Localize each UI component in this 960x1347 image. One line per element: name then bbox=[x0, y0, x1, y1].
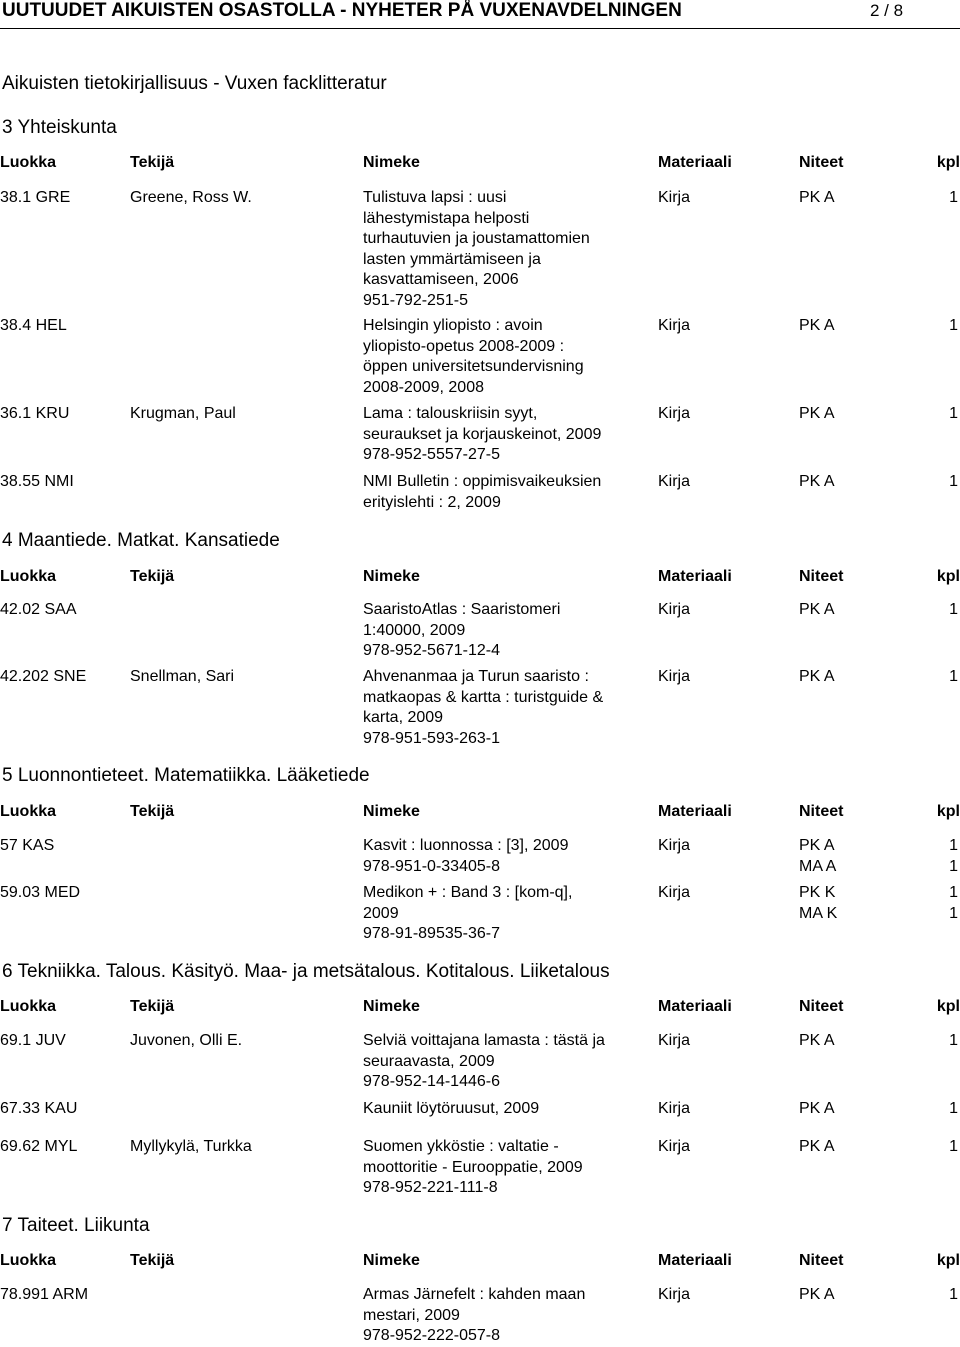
nimeke-line: seuraukset ja korjauskeinot, 2009 bbox=[363, 425, 602, 443]
column-header-kpl: kpl bbox=[936, 998, 960, 1015]
column-header-tekija: Tekijä bbox=[130, 154, 175, 171]
nimeke-line: 951-792-251-5 bbox=[363, 291, 468, 309]
nimeke-line: Helsingin yliopisto : avoin bbox=[363, 317, 543, 334]
nimeke-line: yliopisto-opetus 2008-2009 : bbox=[363, 337, 565, 355]
nimeke-line: mestari, 2009 bbox=[363, 1306, 460, 1324]
cell-kpl: 1 bbox=[949, 1100, 958, 1117]
column-header-tekija: Tekijä bbox=[130, 998, 175, 1015]
cell-luokka: 36.1 KRU bbox=[0, 405, 70, 422]
column-header-niteet: Niteet bbox=[799, 568, 844, 585]
nimeke-line: lähestymistapa helposti bbox=[363, 209, 530, 227]
cell-niteet: PK A bbox=[799, 189, 835, 206]
cell-nimeke bbox=[363, 836, 653, 877]
page-title: UUTUUDET AIKUISTEN OSASTOLLA - NYHETER PÅ VUXENAVDELNINGEN bbox=[2, 0, 682, 21]
column-header-tekija: Tekijä bbox=[130, 803, 175, 820]
cell-niteet: PK K bbox=[799, 884, 836, 901]
cell-luokka: 69.1 JUV bbox=[0, 1032, 66, 1049]
cell-nimeke bbox=[363, 1031, 653, 1093]
cell-materiaali: Kirja bbox=[658, 1138, 691, 1155]
nimeke-line: 978-952-222-057-8 bbox=[363, 1327, 500, 1344]
nimeke-line: Medikon + : Band 3 : [kom-q], bbox=[363, 884, 573, 901]
cell-luokka: 59.03 MED bbox=[0, 884, 81, 901]
cell-tekija: Myllykylä, Turkka bbox=[130, 1138, 252, 1155]
cell-kpl: 1 bbox=[949, 837, 958, 854]
column-header-kpl: kpl bbox=[936, 803, 960, 820]
column-header-nimeke: Nimeke bbox=[363, 1252, 420, 1269]
cell-nimeke bbox=[363, 1285, 653, 1347]
cell-niteet: PK A bbox=[799, 473, 835, 490]
cell-niteet: PK A bbox=[799, 1138, 835, 1155]
cell-luokka: 42.02 SAA bbox=[0, 601, 77, 618]
cell-materiaali: Kirja bbox=[658, 601, 691, 618]
cell-materiaali: Kirja bbox=[658, 473, 691, 490]
column-header-materiaali: Materiaali bbox=[658, 1252, 732, 1269]
cell-niteet: PK A bbox=[799, 405, 835, 422]
cell-tekija: Krugman, Paul bbox=[130, 405, 236, 422]
section-heading: 7 Taiteet. Liikunta bbox=[2, 1215, 150, 1236]
cell-materiaali: Kirja bbox=[658, 668, 691, 685]
cell-kpl: 1 bbox=[949, 1286, 958, 1303]
cell-kpl: 1 bbox=[949, 884, 958, 901]
column-header-materiaali: Materiaali bbox=[658, 568, 732, 585]
nimeke-line: seuraavasta, 2009 bbox=[363, 1052, 495, 1070]
cell-niteet: PK A bbox=[799, 837, 835, 854]
page-header bbox=[0, 0, 960, 22]
column-header-tekija: Tekijä bbox=[130, 1252, 175, 1269]
nimeke-line: karta, 2009 bbox=[363, 709, 444, 726]
column-header-materiaali: Materiaali bbox=[658, 998, 732, 1015]
cell-materiaali: Kirja bbox=[658, 189, 691, 206]
cell-kpl: 1 bbox=[949, 473, 958, 490]
cell-nimeke bbox=[363, 1137, 653, 1199]
column-header-luokka: Luokka bbox=[0, 154, 57, 171]
nimeke-line: matkaopas & kartta : turistguide & bbox=[363, 688, 604, 706]
page-number: 2 / 8 bbox=[870, 1, 904, 20]
cell-niteet: PK A bbox=[799, 601, 835, 618]
column-header-niteet: Niteet bbox=[799, 803, 844, 820]
nimeke-line: Ahvenanmaa ja Turun saaristo : bbox=[363, 668, 589, 685]
cell-kpl: 1 bbox=[949, 904, 958, 922]
cell-kpl: 1 bbox=[949, 1032, 958, 1049]
cell-materiaali: Kirja bbox=[658, 1100, 691, 1117]
nimeke-line: Kasvit : luonnossa : [3], 2009 bbox=[363, 837, 569, 854]
nimeke-line: Tulistuva lapsi : uusi bbox=[363, 189, 507, 206]
cell-kpl: 1 bbox=[949, 857, 958, 875]
column-header-tekija: Tekijä bbox=[130, 568, 175, 585]
cell-niteet: MA K bbox=[799, 904, 838, 922]
nimeke-line: 978-951-593-263-1 bbox=[363, 729, 500, 747]
cell-luokka: 69.62 MYL bbox=[0, 1138, 78, 1155]
cell-materiaali: Kirja bbox=[658, 837, 691, 854]
nimeke-line: kasvattamiseen, 2006 bbox=[363, 271, 519, 288]
column-header-nimeke: Nimeke bbox=[363, 154, 420, 171]
cell-tekija: Greene, Ross W. bbox=[130, 189, 252, 206]
column-header-kpl: kpl bbox=[936, 1252, 960, 1269]
nimeke-line: Suomen ykköstie : valtatie - bbox=[363, 1138, 559, 1155]
cell-kpl: 1 bbox=[949, 405, 958, 422]
cell-luokka: 38.4 HEL bbox=[0, 317, 67, 334]
cell-materiaali: Kirja bbox=[658, 1286, 691, 1303]
nimeke-line: 978-952-5557-27-5 bbox=[363, 446, 500, 463]
nimeke-line: 1:40000, 2009 bbox=[363, 621, 466, 639]
nimeke-line: moottoritie - Eurooppatie, 2009 bbox=[363, 1158, 583, 1176]
section-heading: 5 Luonnontieteet. Matematiikka. Lääketiede bbox=[2, 765, 370, 786]
nimeke-line: 2009 bbox=[363, 904, 399, 922]
cell-kpl: 1 bbox=[949, 317, 958, 334]
cell-niteet: MA A bbox=[799, 857, 837, 875]
nimeke-line: 978-952-221-111-8 bbox=[363, 1179, 498, 1196]
cell-niteet: PK A bbox=[799, 1286, 835, 1303]
column-header-niteet: Niteet bbox=[799, 154, 844, 171]
cell-kpl: 1 bbox=[949, 668, 958, 685]
cell-kpl: 1 bbox=[949, 1138, 958, 1155]
column-header-kpl: kpl bbox=[936, 568, 960, 585]
nimeke-line: Kauniit löytöruusut, 2009 bbox=[363, 1100, 540, 1117]
nimeke-line: 978-952-5671-12-4 bbox=[363, 642, 500, 659]
cell-nimeke bbox=[363, 600, 653, 662]
column-header-materiaali: Materiaali bbox=[658, 154, 732, 171]
cell-nimeke bbox=[363, 472, 653, 513]
cell-materiaali: Kirja bbox=[658, 317, 691, 334]
column-header-luokka: Luokka bbox=[0, 1252, 57, 1269]
header-rule bbox=[0, 28, 960, 29]
cell-materiaali: Kirja bbox=[658, 405, 691, 422]
cell-luokka: 38.55 NMI bbox=[0, 473, 74, 490]
cell-niteet: PK A bbox=[799, 1100, 835, 1117]
cell-nimeke bbox=[363, 404, 653, 466]
nimeke-line: lasten ymmärtämiseen ja bbox=[363, 250, 541, 268]
cell-tekija: Juvonen, Olli E. bbox=[130, 1032, 243, 1049]
column-header-materiaali: Materiaali bbox=[658, 803, 732, 820]
column-header-luokka: Luokka bbox=[0, 568, 57, 585]
nimeke-line: turhautuvien ja joustamattomien bbox=[363, 230, 590, 247]
cell-nimeke bbox=[363, 1099, 653, 1120]
nimeke-line: 978-951-0-33405-8 bbox=[363, 857, 500, 875]
cell-luokka: 42.202 SNE bbox=[0, 668, 87, 685]
cell-materiaali: Kirja bbox=[658, 884, 691, 901]
column-header-nimeke: Nimeke bbox=[363, 568, 420, 585]
cell-niteet: PK A bbox=[799, 1032, 835, 1049]
column-header-nimeke: Nimeke bbox=[363, 998, 420, 1015]
nimeke-line: 978-91-89535-36-7 bbox=[363, 925, 500, 942]
cell-niteet: PK A bbox=[799, 317, 835, 334]
column-header-niteet: Niteet bbox=[799, 1252, 844, 1269]
cell-nimeke bbox=[363, 188, 653, 311]
cell-luokka: 78.991 ARM bbox=[0, 1286, 89, 1303]
cell-nimeke bbox=[363, 667, 653, 749]
nimeke-line: Armas Järnefelt : kahden maan bbox=[363, 1286, 586, 1303]
cell-luokka: 38.1 GRE bbox=[0, 189, 71, 206]
section-heading: 3 Yhteiskunta bbox=[2, 117, 117, 138]
column-header-luokka: Luokka bbox=[0, 998, 57, 1015]
section-heading: 4 Maantiede. Matkat. Kansatiede bbox=[2, 530, 280, 551]
cell-luokka: 57 KAS bbox=[0, 837, 55, 854]
nimeke-line: SaaristoAtlas : Saaristomeri bbox=[363, 601, 561, 618]
cell-nimeke bbox=[363, 883, 653, 945]
nimeke-line: 978-952-14-1446-6 bbox=[363, 1073, 500, 1090]
column-header-luokka: Luokka bbox=[0, 803, 57, 820]
column-header-niteet: Niteet bbox=[799, 998, 844, 1015]
cell-luokka: 67.33 KAU bbox=[0, 1100, 78, 1117]
column-header-kpl: kpl bbox=[936, 154, 960, 171]
cell-kpl: 1 bbox=[949, 189, 958, 206]
section-heading: 6 Tekniikka. Talous. Käsityö. Maa- ja metsätalous. Kotitalous. Liiketalous bbox=[2, 961, 610, 982]
nimeke-line: 2008-2009, 2008 bbox=[363, 378, 484, 396]
cell-niteet: PK A bbox=[799, 668, 835, 685]
cell-tekija: Snellman, Sari bbox=[130, 668, 235, 685]
nimeke-line: Selviä voittajana lamasta : tästä ja bbox=[363, 1032, 605, 1049]
cell-nimeke bbox=[363, 316, 653, 398]
nimeke-line: NMI Bulletin : oppimisvaikeuksien bbox=[363, 473, 602, 490]
column-header-nimeke: Nimeke bbox=[363, 803, 420, 820]
cell-kpl: 1 bbox=[949, 601, 958, 618]
nimeke-line: öppen universitetsundervisning bbox=[363, 358, 584, 375]
cell-materiaali: Kirja bbox=[658, 1032, 691, 1049]
nimeke-line: Lama : talouskriisin syyt, bbox=[363, 405, 538, 422]
section-main-title: Aikuisten tietokirjallisuus - Vuxen facklitteratur bbox=[2, 73, 387, 94]
nimeke-line: erityislehti : 2, 2009 bbox=[363, 493, 501, 511]
